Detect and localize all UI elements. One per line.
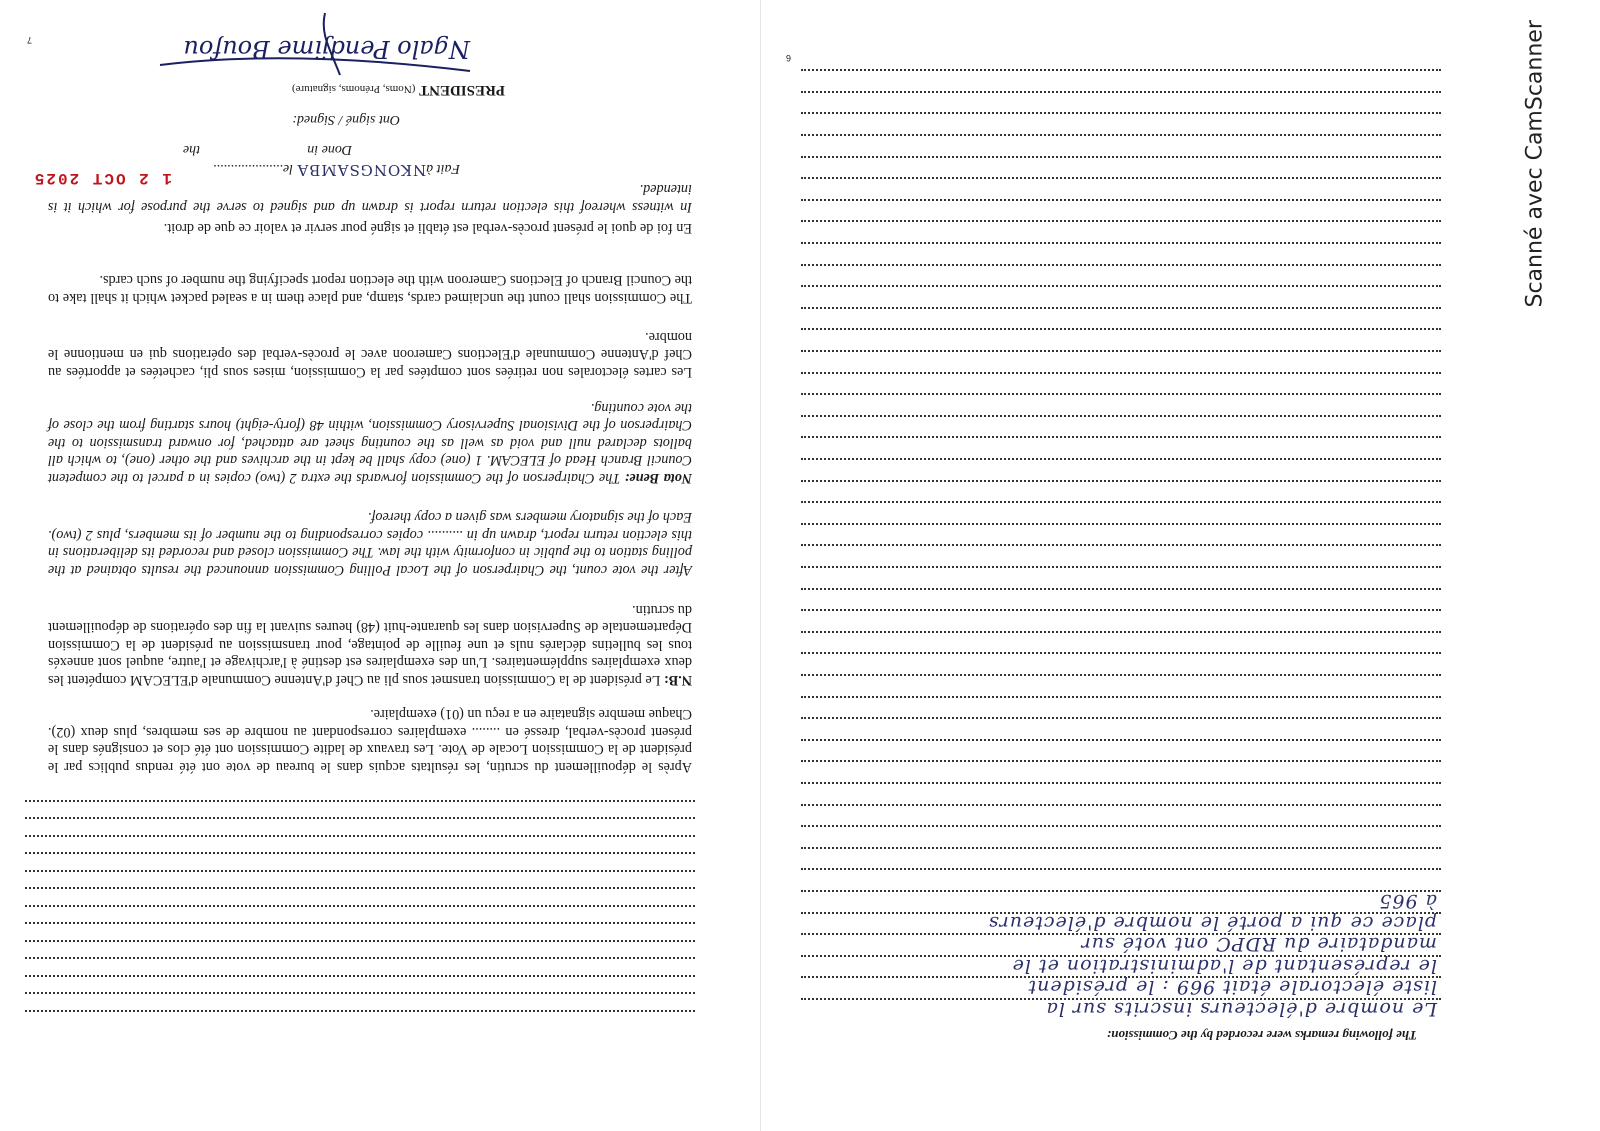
dotted-line [801,523,1441,525]
dotted-line [25,870,695,872]
the-label: the [182,142,200,157]
page-number: 7 [26,35,32,45]
dotted-line [801,112,1441,114]
paragraph-cards-en: The Commission shall count the unclaimed cards, stamp, and place them in a sealed packet which it shall take to the Council Branch of Elections Cameroon with the election report specifying the number of such cards. [48,272,692,306]
dotted-line [25,888,695,890]
dotted-line [801,717,1441,719]
dotted-line [801,372,1441,374]
dotted-line [25,835,695,837]
dotted-line [25,818,695,820]
dotted-line [801,544,1441,546]
paragraph-en-closing: After the vote count, the Chairperson of the Local Polling Commission announced the results obtained at the polling station to the public in conformity with the law. The Commission closed and recorded its deliberations in this election return report, drawn up in .......... copies corresponding to the number of its members, plus 2 (two). Each of the signatory members was given a copy thereof. [48,509,692,578]
dotted-line [801,696,1441,698]
dotted-line [801,134,1441,136]
fait-a-label: Fait à [426,161,460,176]
remark-line: place ce qui a porté le nombre d'électeurs [987,911,1437,934]
dotted-line [801,242,1441,244]
nota-text: The Chairperson of the Commission forwards the extra 2 (two) copies in a parcel to the competent Council Branch Head of ELECAM. 1 (one) copy shall be kept in the archives and the other (one), to which all ballots declared null and void as well as the counting sheet are attached, for onward transmission to the Chairperson of the Divisional Supervisory Commission, within 48 (forty-eight) hours starting from the close of the vote counting. [48,400,692,486]
dotted-line [801,760,1441,762]
dotted-line [801,868,1441,870]
nota-label: Nota Bene: [624,470,692,486]
nb-label: N.B: [664,672,692,688]
dotted-line [25,958,695,960]
dotted-line [25,975,695,977]
dotted-line [25,800,695,802]
paragraph-cards-fr: Les cartes électorales non retirées sont comptées par la Commission, mises sous pli, cachetées et apportées au Chef d'Antenne Communale d'Elections Cameroon avec le procès-verbal des opérations qui en mentionne le nombre. [48,329,692,380]
dotted-line [801,847,1441,849]
dotted-line [25,940,695,942]
dotted-line [801,264,1441,266]
signed-label: Ont signé / Signed: [292,112,400,127]
dotted-line [801,415,1441,417]
dotted-line [801,782,1441,784]
dotted-line [801,393,1441,395]
dotted-line [801,609,1441,611]
paragraph-fr-closing: Après le dépouillement du scrutin, les résultats acquis dans le bureau de vote ont été rendus publics par le président de la Commission Locale de Vote. Les travaux de ladite Commission ont été clos et consignés dans le présent procès-verbal, dressé en ........ exemplaires correspondant au nombre de ses membres, plus deux (02). Chaque membre signataire en a reçu un (01) exemplaire. [48,706,692,775]
dotted-line [801,631,1441,633]
president-signature: Ngalo Pendjime Boufou [183,35,470,63]
dotted-line [801,285,1441,287]
dotted-line [801,458,1441,460]
dotted-line [801,739,1441,741]
remark-line: mandataire du RDPC ont voté sur [1080,933,1437,956]
dotted-line [801,91,1441,93]
paragraph-foi-fr: En foi de quoi le présent procès-verbal est établi et signé pour servir et valoir ce que de droit. [163,220,692,236]
paragraph-witness-en: In witness whereof this election return report is drawn up and signed to serve the purpose for which it is intended. [48,181,692,215]
remark-line: le représentant de l'administration et le [1011,954,1437,977]
dotted-line [801,156,1441,158]
dotted-line [801,177,1441,179]
dotted-line [801,825,1441,827]
remark-line: à 965 [1378,890,1437,912]
dotted-line [801,69,1441,71]
dotted-line [801,501,1441,503]
paragraph-nota-bene [48,399,692,487]
dotted-line [801,307,1441,309]
paragraph-nb-fr [48,601,692,689]
remark-line: liste électorale était 969 : le président [1027,976,1437,999]
dotted-line [801,480,1441,482]
dotted-line [801,652,1441,654]
dotted-line [25,853,695,855]
done-in-label: Done in [307,142,352,157]
president-subtitle: (Noms, Prénoms, signature) [291,83,416,95]
place-date-line [213,160,460,179]
dotted-line [801,220,1441,222]
dotted-line [801,350,1441,352]
dotted-line [801,436,1441,438]
dotted-line [801,674,1441,676]
left-page [0,0,720,1131]
dotted-line [25,993,695,995]
dotted-line [25,905,695,907]
dotted-line [25,923,695,925]
dotted-line [801,199,1441,201]
date-stamp: 1 2 OCT 2025 [32,169,172,187]
dotted-line [801,588,1441,590]
camscanner-watermark: Scanné avec CamScanner [1522,20,1548,308]
dotted-line [25,1010,695,1012]
place-handwritten: NKONGSAMBA [296,161,427,179]
president-label [292,81,505,98]
remark-line: Le nombre d'électeurs inscrits sur la [1045,998,1437,1020]
nb-text: Le président de la Commission transmet sous pli au Chef d'Antenne Communale d'ELECAM compétent les deux exemplaires supplémentaires. L'un des exemplaires est destiné à l'archivage et l'autre, auquel sont annexés tous les bulletins déclarés nuls et une feuille de pointage, pour transmission au président de la Commission Départementale de Supervision dans les quarante-huit (48) heures suivant la fin des opérations de dépouillement du scrutin. [47,602,692,688]
dotted-line [801,328,1441,330]
dotted-line [801,804,1441,806]
president-title: PRESIDENT [419,82,505,98]
page-number: 6 [785,53,791,63]
right-page [760,0,1451,1131]
date-dots: .................... [212,161,283,176]
le-label: le [282,161,293,176]
remarks-heading: The following remarks were recorded by the Commission: [1106,1028,1417,1043]
dotted-line [801,566,1441,568]
